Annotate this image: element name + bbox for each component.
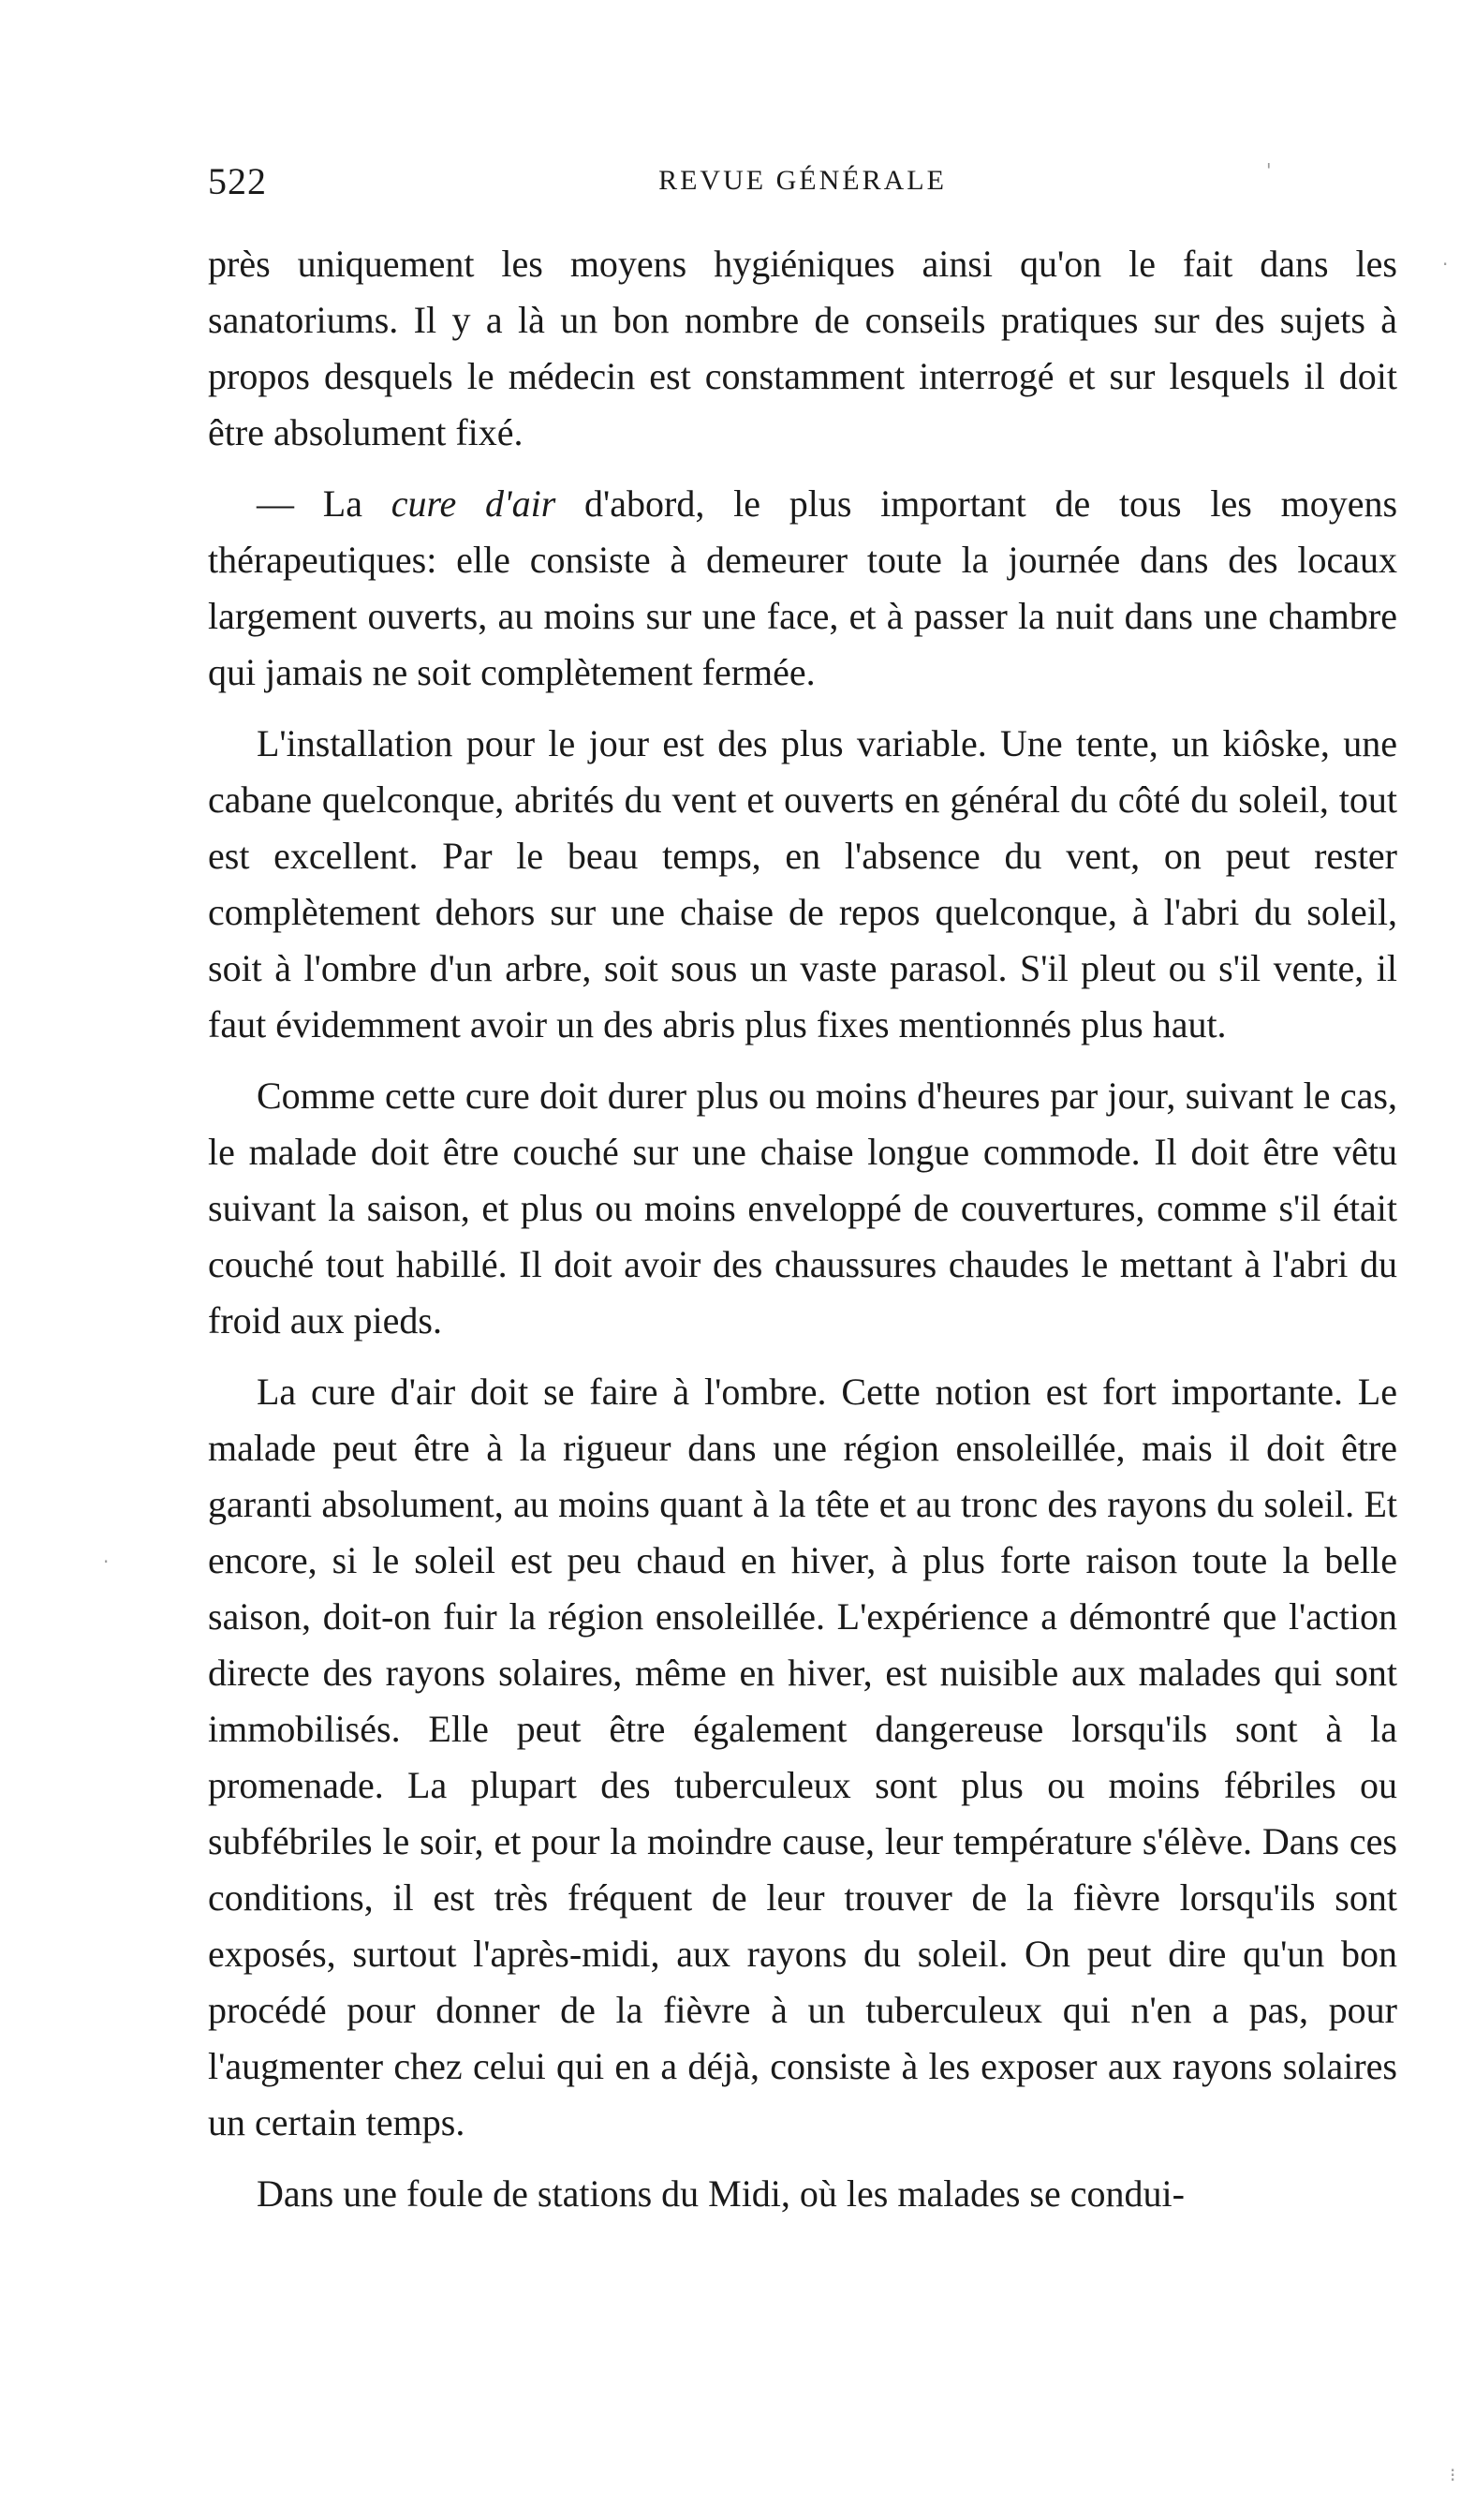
emphasis-cure-air: cure d'air — [391, 482, 556, 525]
paragraph-chaise-longue: Comme cette cure doit durer plus ou moins d'heures par jour, suivant le cas, le malade doit être couché sur une chaise longue commode. Il doit être vêtu suivant la saison, et plus ou moins enveloppé de couvertures, comme s'il était couché tout habillé. Il doit avoir des chaussures chaudes le mettant à l'abri du froid aux pieds. — [208, 1075, 1397, 1342]
paragraph-rest: d'abord, le plus important de tous les moyens thérapeutiques: elle consiste à demeurer toute la journée dans des locaux largement ouverts, au moins sur une face, et à passer la nuit dans une chambre qui jamais ne soit complètement fermée. — [208, 482, 1398, 693]
book-page — [208, 159, 1397, 2237]
margin-speck: ' — [1266, 159, 1272, 182]
paragraph-cure-air — [208, 476, 1397, 701]
page-header — [208, 159, 1397, 215]
paragraph-ombre: La cure d'air doit se faire à l'ombre. Cette notion est fort importante. Le malade peut être à la rigueur dans une région ensoleillée, mais il doit être garanti absolument, au moins quant à la tête et au tronc des rayons du soleil. Et encore, si le soleil est peu chaud en hiver, à plus forte raison toute la belle saison, doit-on fuir la région ensoleillée. L'expérience a démontré que l'action directe des rayons solaires, même en hiver, est nuisible aux malades qui sont immobilisés. Elle peut être également dangereuse lorsqu'ils sont à la promenade. La plupart des tuberculeux sont plus ou moins fébriles ou subfébriles le soir, et pour la moindre cause, leur température s'élève. Dans ces conditions, il est très fréquent de leur trouver de la fièvre lorsqu'ils sont exposés, surtout l'après-midi, aux rayons du soleil. On peut dire qu'un bon procédé pour donner de la fièvre à un tuberculeux qui n'en a pas, pour l'augmenter chez celui qui en a déjà, consiste à les exposer aux rayons solaires un certain temps. — [208, 1371, 1397, 2143]
paragraph-stations-midi: Dans une foule de stations du Midi, où les malades se condui- — [257, 2172, 1185, 2215]
margin-speck: · — [103, 1550, 110, 1573]
paragraph-continuation: près uniquement les moyens hygiéniques ainsi qu'on le fait dans les sanatoriums. Il y a là un bon nombre de conseils pratiques sur des sujets à propos desquels le médecin est constamment interrogé et sur lesquels il doit être absolument fixé. — [208, 243, 1397, 453]
margin-speck: · — [1442, 253, 1449, 275]
running-title: REVUE GÉNÉRALE — [658, 165, 947, 196]
paragraph-lead: — La — [257, 482, 391, 525]
page-number: 522 — [208, 160, 267, 202]
paragraph-installation: L'installation pour le jour est des plus variable. Une tente, un kiôske, une cabane quelconque, abrités du vent et ouverts en général du côté du soleil, tout est excellent. Par le beau temps, en l'absence du vent, on peut rester complètement dehors sur une chaise de repos quelconque, à l'abri du soleil, soit à l'ombre d'un arbre, soit sous un vaste parasol. S'il pleut ou s'il vente, il faut évidemment avoir un des abris plus fixes mentionnés plus haut. — [208, 722, 1397, 1045]
margin-speck: ⁝ — [1450, 2464, 1456, 2486]
body-text — [208, 236, 1397, 2222]
